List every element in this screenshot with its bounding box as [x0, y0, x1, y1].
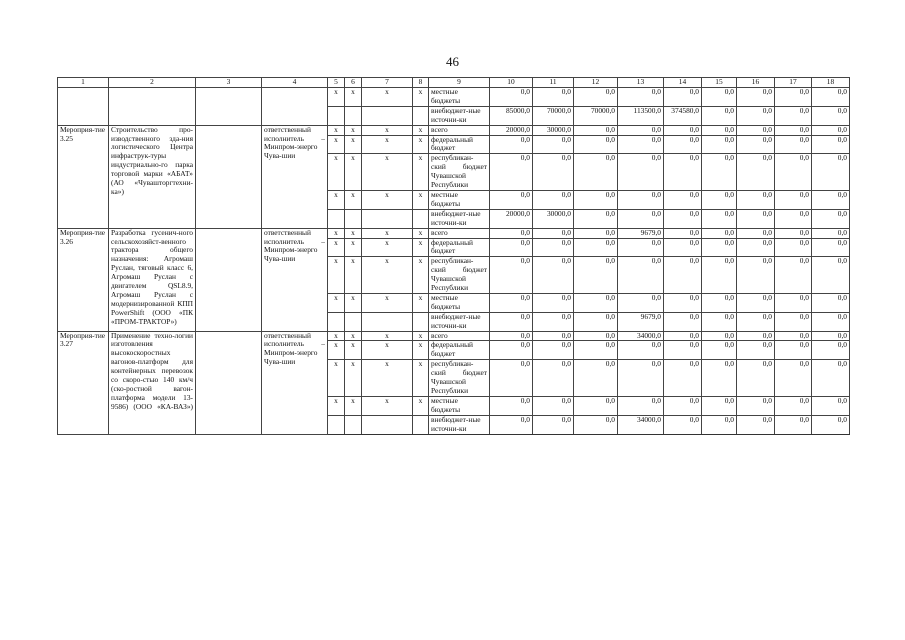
- value-cell: 0,0: [737, 209, 775, 228]
- value-cell: 0,0: [618, 154, 664, 191]
- x-cell: х: [328, 135, 345, 154]
- x-cell: х: [362, 228, 413, 238]
- value-cell: 0,0: [775, 360, 812, 397]
- value-cell: 0,0: [812, 106, 850, 125]
- value-cell: 0,0: [664, 88, 702, 107]
- x-cell: х: [362, 396, 413, 415]
- value-cell: 0,0: [574, 125, 618, 135]
- x-cell: х: [362, 360, 413, 397]
- value-cell: 0,0: [737, 135, 775, 154]
- value-cell: 0,0: [533, 190, 574, 209]
- x-cell: х: [413, 190, 429, 209]
- value-cell: 0,0: [775, 396, 812, 415]
- x-cell: [362, 312, 413, 331]
- x-cell: х: [362, 257, 413, 294]
- activity-description: Строительство про-изводственного зда-ния логистического Центра инфраструк-туры индустриально-го парка торговой марки «АБАТ» (АО «Чувашторгтехни-ка»): [109, 125, 196, 228]
- value-cell: 0,0: [812, 415, 850, 434]
- empty-cell: [262, 88, 328, 126]
- x-cell: х: [345, 331, 362, 341]
- value-cell: 0,0: [618, 135, 664, 154]
- value-cell: 0,0: [775, 257, 812, 294]
- x-cell: х: [328, 396, 345, 415]
- funding-source: местные бюджеты: [429, 88, 490, 107]
- x-cell: х: [345, 360, 362, 397]
- header-row: [58, 78, 850, 88]
- header-cell: 13: [618, 78, 664, 88]
- empty-cell: [58, 88, 109, 126]
- header-cell: 11: [533, 78, 574, 88]
- x-cell: х: [328, 341, 345, 360]
- x-cell: х: [413, 257, 429, 294]
- x-cell: х: [345, 341, 362, 360]
- x-cell: х: [413, 88, 429, 107]
- x-cell: х: [345, 228, 362, 238]
- value-cell: 0,0: [664, 293, 702, 312]
- value-cell: 0,0: [737, 293, 775, 312]
- value-cell: 0,0: [737, 228, 775, 238]
- value-cell: 0,0: [490, 154, 533, 191]
- table-body: [58, 78, 850, 435]
- header-cell: 3: [196, 78, 262, 88]
- x-cell: х: [328, 331, 345, 341]
- value-cell: 0,0: [618, 190, 664, 209]
- x-cell: х: [413, 135, 429, 154]
- value-cell: 0,0: [737, 154, 775, 191]
- funding-source: местные бюджеты: [429, 396, 490, 415]
- x-cell: [328, 312, 345, 331]
- x-cell: [345, 312, 362, 331]
- value-cell: 0,0: [775, 228, 812, 238]
- x-cell: х: [362, 88, 413, 107]
- empty-cell: [109, 88, 196, 126]
- value-cell: 0,0: [664, 312, 702, 331]
- x-cell: х: [362, 238, 413, 257]
- funding-source: всего: [429, 331, 490, 341]
- value-cell: 0,0: [812, 257, 850, 294]
- value-cell: 0,0: [490, 228, 533, 238]
- x-cell: х: [413, 396, 429, 415]
- x-cell: х: [413, 125, 429, 135]
- x-cell: [328, 106, 345, 125]
- value-cell: 0,0: [775, 135, 812, 154]
- activity-id: Мероприя-тие 3.27: [58, 331, 109, 434]
- value-cell: 0,0: [702, 106, 737, 125]
- value-cell: 0,0: [737, 257, 775, 294]
- value-cell: 0,0: [737, 331, 775, 341]
- value-cell: 0,0: [533, 293, 574, 312]
- header-cell: 4: [262, 78, 328, 88]
- x-cell: х: [362, 154, 413, 191]
- value-cell: 0,0: [737, 88, 775, 107]
- value-cell: 0,0: [533, 341, 574, 360]
- x-cell: [413, 106, 429, 125]
- value-cell: 0,0: [664, 135, 702, 154]
- value-cell: 0,0: [533, 88, 574, 107]
- x-cell: х: [413, 238, 429, 257]
- value-cell: 0,0: [533, 331, 574, 341]
- value-cell: 0,0: [490, 293, 533, 312]
- x-cell: х: [413, 154, 429, 191]
- value-cell: 0,0: [737, 312, 775, 331]
- x-cell: [345, 415, 362, 434]
- x-cell: х: [328, 154, 345, 191]
- funding-table: [57, 77, 850, 435]
- table-row: [58, 125, 850, 135]
- x-cell: х: [413, 360, 429, 397]
- value-cell: 0,0: [775, 125, 812, 135]
- header-cell: 9: [429, 78, 490, 88]
- value-cell: 0,0: [574, 135, 618, 154]
- value-cell: 0,0: [490, 396, 533, 415]
- value-cell: 0,0: [812, 125, 850, 135]
- table-row: [58, 88, 850, 107]
- header-cell: 16: [737, 78, 775, 88]
- value-cell: 0,0: [664, 360, 702, 397]
- x-cell: х: [362, 135, 413, 154]
- value-cell: 0,0: [775, 154, 812, 191]
- value-cell: 0,0: [618, 341, 664, 360]
- value-cell: 0,0: [775, 312, 812, 331]
- value-cell: 0,0: [533, 312, 574, 331]
- activity-description: Применение техно-логии изготовления высокоскоростных вагонов-платформ для контейнерных перевозок со скоро-стью 140 км/ч (ско-ростной вагон-платформа модели 13-9586) (ООО «КА-ВАЗ»): [109, 331, 196, 434]
- value-cell: 34000,0: [618, 331, 664, 341]
- value-cell: 0,0: [812, 293, 850, 312]
- value-cell: 0,0: [533, 257, 574, 294]
- value-cell: 30000,0: [533, 125, 574, 135]
- x-cell: х: [328, 293, 345, 312]
- x-cell: х: [413, 341, 429, 360]
- value-cell: 0,0: [574, 360, 618, 397]
- value-cell: 0,0: [702, 135, 737, 154]
- value-cell: 0,0: [702, 331, 737, 341]
- value-cell: 0,0: [702, 415, 737, 434]
- value-cell: 0,0: [490, 135, 533, 154]
- value-cell: 0,0: [490, 88, 533, 107]
- x-cell: [362, 415, 413, 434]
- value-cell: 0,0: [618, 257, 664, 294]
- value-cell: 0,0: [574, 190, 618, 209]
- x-cell: х: [345, 88, 362, 107]
- value-cell: 0,0: [702, 88, 737, 107]
- x-cell: х: [328, 228, 345, 238]
- value-cell: 0,0: [664, 396, 702, 415]
- value-cell: 0,0: [574, 312, 618, 331]
- value-cell: 0,0: [574, 415, 618, 434]
- value-cell: 20000,0: [490, 125, 533, 135]
- x-cell: х: [345, 293, 362, 312]
- responsible-executor: ответственный исполнитель – Минпром-энерго Чува-шии: [262, 125, 328, 228]
- value-cell: 0,0: [574, 238, 618, 257]
- activity-id: Мероприя-тие 3.25: [58, 125, 109, 228]
- value-cell: 374580,0: [664, 106, 702, 125]
- value-cell: 0,0: [737, 238, 775, 257]
- value-cell: 0,0: [812, 312, 850, 331]
- value-cell: 0,0: [490, 312, 533, 331]
- value-cell: 0,0: [664, 125, 702, 135]
- responsible-executor: ответственный исполнитель – Минпром-энерго Чува-шии: [262, 228, 328, 331]
- x-cell: [362, 209, 413, 228]
- value-cell: 0,0: [737, 396, 775, 415]
- header-cell: 2: [109, 78, 196, 88]
- funding-source: местные бюджеты: [429, 190, 490, 209]
- value-cell: 0,0: [775, 209, 812, 228]
- value-cell: 0,0: [574, 209, 618, 228]
- value-cell: 0,0: [702, 154, 737, 191]
- x-cell: х: [362, 341, 413, 360]
- value-cell: 0,0: [812, 360, 850, 397]
- funding-source: федеральный бюджет: [429, 135, 490, 154]
- x-cell: х: [345, 154, 362, 191]
- funding-source: федеральный бюджет: [429, 341, 490, 360]
- value-cell: 20000,0: [490, 209, 533, 228]
- x-cell: [328, 209, 345, 228]
- value-cell: 9679,0: [618, 312, 664, 331]
- value-cell: 34000,0: [618, 415, 664, 434]
- value-cell: 113500,0: [618, 106, 664, 125]
- value-cell: 0,0: [702, 396, 737, 415]
- x-cell: [413, 312, 429, 331]
- x-cell: х: [345, 238, 362, 257]
- value-cell: 0,0: [618, 360, 664, 397]
- x-cell: х: [328, 88, 345, 107]
- table-row: [58, 228, 850, 238]
- x-cell: х: [413, 293, 429, 312]
- activity-id: Мероприя-тие 3.26: [58, 228, 109, 331]
- value-cell: 0,0: [737, 415, 775, 434]
- value-cell: 0,0: [533, 415, 574, 434]
- value-cell: 0,0: [490, 341, 533, 360]
- value-cell: 70000,0: [574, 106, 618, 125]
- value-cell: 0,0: [702, 190, 737, 209]
- x-cell: х: [362, 331, 413, 341]
- x-cell: х: [328, 257, 345, 294]
- value-cell: 0,0: [664, 415, 702, 434]
- value-cell: 0,0: [664, 190, 702, 209]
- value-cell: 0,0: [533, 396, 574, 415]
- value-cell: 0,0: [533, 360, 574, 397]
- header-cell: 8: [413, 78, 429, 88]
- funding-source: местные бюджеты: [429, 293, 490, 312]
- empty-cell: [196, 228, 262, 331]
- value-cell: 0,0: [490, 415, 533, 434]
- funding-source: внебюджет-ные источни-ки: [429, 312, 490, 331]
- empty-cell: [196, 88, 262, 126]
- x-cell: х: [345, 190, 362, 209]
- activity-description: Разработка гусенич-ного сельскохозяйст-венного трактора общего назначения: Агромаш Руслан, тяговый класс 6, Агромаш Руслан с двигателем QSL8.9, Агромаш Руслан с модернизированной КПП PowerShift (ООО «ПК «ПРОМ-ТРАКТОР»): [109, 228, 196, 331]
- value-cell: 0,0: [702, 360, 737, 397]
- value-cell: 0,0: [490, 360, 533, 397]
- value-cell: 0,0: [574, 88, 618, 107]
- header-cell: 18: [812, 78, 850, 88]
- value-cell: 0,0: [702, 312, 737, 331]
- value-cell: 0,0: [812, 190, 850, 209]
- value-cell: 0,0: [664, 238, 702, 257]
- x-cell: х: [328, 360, 345, 397]
- value-cell: 0,0: [664, 257, 702, 294]
- value-cell: 0,0: [533, 154, 574, 191]
- value-cell: 0,0: [812, 396, 850, 415]
- value-cell: 0,0: [664, 228, 702, 238]
- value-cell: 0,0: [664, 154, 702, 191]
- x-cell: х: [413, 228, 429, 238]
- funding-source: республикан-ский бюджет Чувашской Республики: [429, 360, 490, 397]
- value-cell: 0,0: [574, 154, 618, 191]
- x-cell: х: [345, 135, 362, 154]
- x-cell: х: [345, 257, 362, 294]
- x-cell: х: [362, 293, 413, 312]
- header-cell: 15: [702, 78, 737, 88]
- value-cell: 0,0: [812, 238, 850, 257]
- x-cell: х: [413, 331, 429, 341]
- value-cell: 70000,0: [533, 106, 574, 125]
- value-cell: 0,0: [574, 257, 618, 294]
- funding-source: республикан-ский бюджет Чувашской Республики: [429, 257, 490, 294]
- x-cell: х: [345, 396, 362, 415]
- x-cell: [345, 106, 362, 125]
- value-cell: 0,0: [812, 228, 850, 238]
- value-cell: 0,0: [775, 238, 812, 257]
- value-cell: 0,0: [812, 209, 850, 228]
- value-cell: 0,0: [775, 331, 812, 341]
- funding-source: внебюджет-ные источни-ки: [429, 106, 490, 125]
- funding-source: федеральный бюджет: [429, 238, 490, 257]
- value-cell: 0,0: [664, 209, 702, 228]
- value-cell: 0,0: [775, 293, 812, 312]
- funding-source: республикан-ский бюджет Чувашской Республики: [429, 154, 490, 191]
- x-cell: [413, 415, 429, 434]
- value-cell: 0,0: [574, 331, 618, 341]
- value-cell: 0,0: [618, 396, 664, 415]
- header-cell: 10: [490, 78, 533, 88]
- value-cell: 0,0: [775, 88, 812, 107]
- value-cell: 0,0: [702, 209, 737, 228]
- header-cell: 6: [345, 78, 362, 88]
- value-cell: 0,0: [702, 228, 737, 238]
- x-cell: х: [328, 190, 345, 209]
- value-cell: 0,0: [812, 154, 850, 191]
- value-cell: 0,0: [702, 125, 737, 135]
- x-cell: х: [345, 125, 362, 135]
- value-cell: 0,0: [775, 341, 812, 360]
- x-cell: х: [362, 125, 413, 135]
- header-cell: 12: [574, 78, 618, 88]
- value-cell: 0,0: [574, 228, 618, 238]
- value-cell: 0,0: [775, 415, 812, 434]
- empty-cell: [196, 331, 262, 434]
- value-cell: 0,0: [664, 341, 702, 360]
- value-cell: 0,0: [490, 331, 533, 341]
- value-cell: 30000,0: [533, 209, 574, 228]
- header-cell: 14: [664, 78, 702, 88]
- table-row: [58, 331, 850, 341]
- value-cell: 0,0: [737, 341, 775, 360]
- header-cell: 1: [58, 78, 109, 88]
- value-cell: 0,0: [490, 190, 533, 209]
- x-cell: [413, 209, 429, 228]
- value-cell: 0,0: [737, 106, 775, 125]
- value-cell: 0,0: [737, 360, 775, 397]
- value-cell: 0,0: [702, 238, 737, 257]
- value-cell: 0,0: [574, 293, 618, 312]
- value-cell: 0,0: [574, 396, 618, 415]
- page-number: 46: [446, 54, 459, 69]
- value-cell: 0,0: [737, 190, 775, 209]
- value-cell: 0,0: [618, 238, 664, 257]
- value-cell: 0,0: [618, 88, 664, 107]
- value-cell: 0,0: [775, 106, 812, 125]
- value-cell: 0,0: [812, 88, 850, 107]
- value-cell: 0,0: [664, 331, 702, 341]
- value-cell: 0,0: [490, 238, 533, 257]
- x-cell: [362, 106, 413, 125]
- responsible-executor: ответственный исполнитель – Минпром-энерго Чува-шии: [262, 331, 328, 434]
- header-cell: 7: [362, 78, 413, 88]
- value-cell: 0,0: [533, 238, 574, 257]
- funding-source: внебюджет-ные источни-ки: [429, 209, 490, 228]
- header-cell: 17: [775, 78, 812, 88]
- value-cell: 0,0: [533, 135, 574, 154]
- value-cell: 0,0: [618, 293, 664, 312]
- header-cell: 5: [328, 78, 345, 88]
- x-cell: х: [328, 238, 345, 257]
- value-cell: 0,0: [490, 257, 533, 294]
- funding-source: всего: [429, 125, 490, 135]
- empty-cell: [196, 125, 262, 228]
- x-cell: х: [362, 190, 413, 209]
- x-cell: х: [328, 125, 345, 135]
- value-cell: 0,0: [775, 190, 812, 209]
- funding-source: внебюджет-ные источни-ки: [429, 415, 490, 434]
- value-cell: 0,0: [737, 125, 775, 135]
- value-cell: 0,0: [812, 135, 850, 154]
- value-cell: 0,0: [702, 257, 737, 294]
- value-cell: 0,0: [812, 331, 850, 341]
- x-cell: [328, 415, 345, 434]
- value-cell: 0,0: [618, 209, 664, 228]
- value-cell: 9679,0: [618, 228, 664, 238]
- value-cell: 0,0: [618, 125, 664, 135]
- value-cell: 85000,0: [490, 106, 533, 125]
- funding-source: всего: [429, 228, 490, 238]
- value-cell: 0,0: [702, 293, 737, 312]
- x-cell: [345, 209, 362, 228]
- value-cell: 0,0: [533, 228, 574, 238]
- value-cell: 0,0: [812, 341, 850, 360]
- value-cell: 0,0: [702, 341, 737, 360]
- value-cell: 0,0: [574, 341, 618, 360]
